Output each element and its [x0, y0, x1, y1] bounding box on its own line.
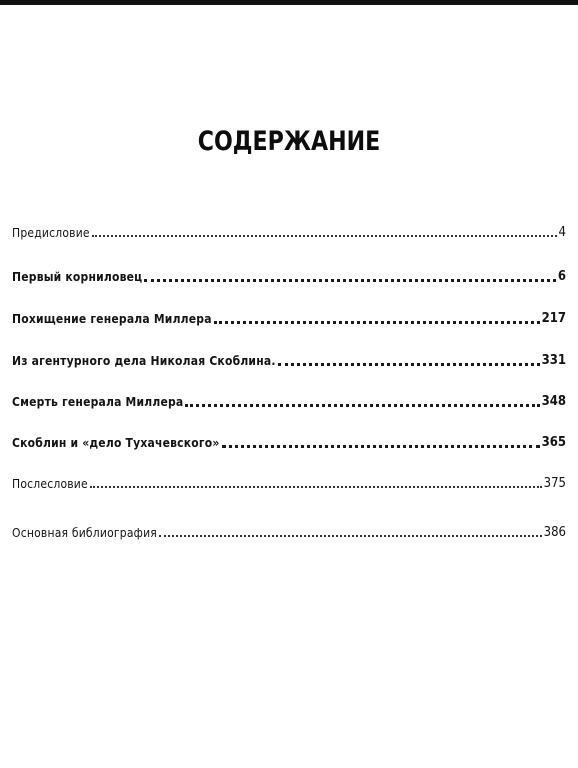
dot-leader: [92, 235, 557, 237]
toc-entry-title: Послесловие: [12, 477, 88, 491]
toc-entry-page: 386: [543, 525, 566, 540]
toc-entry-title: Первый корниловец: [12, 270, 143, 284]
toc-entry-tukhachevsky-case[interactable]: [12, 428, 566, 450]
toc-entry-page: 217: [541, 311, 566, 326]
toc-entry-title: Похищение генерала Миллера: [12, 312, 212, 326]
toc-entry-afterword[interactable]: [12, 469, 566, 491]
toc-entry-title: Скоблин и «дело Тухачевского»: [12, 436, 220, 450]
toc-entry-title: Основная библиография: [12, 526, 157, 540]
toc-entry-preface[interactable]: [12, 218, 566, 240]
toc-entry-page: 348: [541, 394, 566, 409]
toc-entry-first-kornilovets[interactable]: [12, 262, 566, 284]
toc-entry-page: 375: [543, 476, 566, 491]
toc-entry-page: 6: [557, 269, 566, 284]
page-title: СОДЕРЖАНИЕ: [197, 126, 381, 157]
dot-leader: [214, 321, 540, 324]
toc-entry-miller-death[interactable]: [12, 387, 566, 409]
toc-entry-agent-file[interactable]: [12, 346, 566, 368]
dot-leader: [185, 404, 539, 407]
toc-entry-bibliography[interactable]: [12, 518, 566, 540]
toc-entry-page: 365: [541, 435, 566, 450]
toc-entry-page: 4: [558, 225, 566, 240]
toc-entry-page: 331: [541, 353, 566, 368]
toc-entry-title: Из агентурного дела Николая Скоблина.: [12, 354, 276, 368]
page-top-edge: [0, 0, 578, 5]
dot-leader: [278, 363, 540, 366]
toc-entry-title: Смерть генерала Миллера: [12, 395, 184, 409]
dot-leader: [159, 535, 542, 537]
toc-entry-miller-abduction[interactable]: [12, 304, 566, 326]
dot-leader: [222, 445, 540, 448]
dot-leader: [90, 486, 542, 488]
toc-entry-title: Предисловие: [12, 226, 90, 240]
dot-leader: [144, 279, 555, 282]
